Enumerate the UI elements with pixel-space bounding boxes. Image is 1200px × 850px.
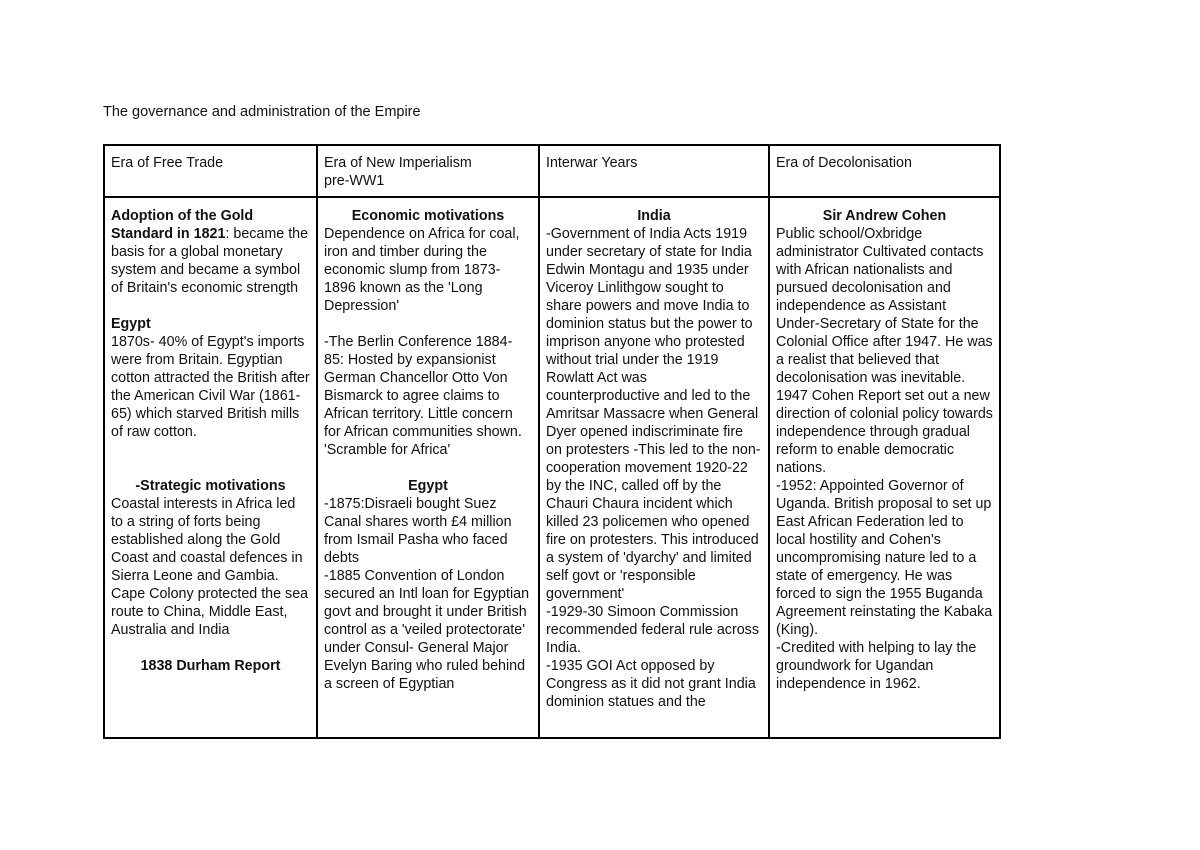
cohen-text: Public school/Oxbridge administrator Cultivated contacts with African nationalists and pursued decolonisation and independence as Assistant Under-Secretary of State for the Colonial Office after 1947. He was a realist that believed that decolonisation was inevitable. 1947 Cohen Report set out a new direction of colonial policy towards independence through gradual reform to enable democratic nations. [776, 226, 993, 476]
egypt-text: 1870s- 40% of Egypt's imports were from Britain. Egyptian cotton attracted the British after the American Civil War (1861-65) which starved British mills of raw cotton. [111, 334, 310, 440]
india-text: -Government of India Acts 1919 under secretary of state for India Edwin Montagu and 1935 under Viceroy Linlithgow sought to share powers and move India to dominion status but the power to imprison anyone who protested without trial under the 1919 Rowlatt Act was counterproductive and led to the Amritsar Massacre when General Dyer opened indiscriminate fire on protesters -This led to the non-cooperation movement 1920-22 by the INC, called off by the Chauri Chaura incident which killed 23 policemen who opened fire on protesters. This introduced a system of 'dyarchy' and limited self govt or 'responsible government' [546, 226, 761, 602]
header-label: Era of Decolonisation [776, 155, 912, 171]
gold-standard-text: : became the basis for a global monetary system and became a symbol of Britain's economic strength [111, 226, 309, 296]
gold-standard-paragraph [111, 207, 310, 297]
header-interwar-years [539, 145, 769, 197]
header-row [104, 145, 1000, 197]
credited-text: -Credited with helping to lay the groundwork for Ugandan independence in 1962. [776, 640, 977, 692]
gold-standard-heading: Adoption of the Gold Standard in 1821 [111, 208, 254, 242]
india-heading: India [637, 208, 671, 224]
content-row [104, 197, 1000, 738]
economic-heading: Economic motivations [351, 208, 505, 224]
header-label: Era of Free Trade [111, 155, 224, 171]
egypt-1875-text: -1875:Disraeli bought Suez Canal shares worth £4 million from Ismail Pasha who faced debts [324, 496, 512, 566]
cohen-heading: Sir Andrew Cohen [822, 208, 947, 224]
header-era-new-imperialism [317, 145, 539, 197]
cell-new-imperialism [317, 197, 539, 738]
cell-free-trade [104, 197, 317, 738]
durham-heading: 1838 Durham Report [140, 658, 281, 674]
egypt-heading: Egypt [408, 478, 448, 494]
economic-text: Dependence on Africa for coal, iron and timber during the economic slump from 1873-1896 known as the 'Long Depression' [324, 226, 520, 314]
strategic-heading: -Strategic motivations [135, 478, 286, 494]
header-era-free-trade [104, 145, 317, 197]
strategic-text: Coastal interests in Africa led to a string of forts being established along the Gold Coast and coastal defences in Sierra Leone and Gambia. Cape Colony protected the sea route to China, Middle East, Australia and India [111, 496, 309, 638]
goi-act-text: -1935 GOI Act opposed by Congress as it did not grant India dominion statues and the [546, 658, 756, 710]
header-label: Interwar Years [546, 155, 638, 171]
header-label: Era of New Imperialism [324, 155, 472, 171]
header-era-decolonisation [769, 145, 1000, 197]
cell-decolonisation [769, 197, 1000, 738]
uganda-text: -1952: Appointed Governor of Uganda. British proposal to set up East African Federation led to local hostility and Cohen's uncompromising nature led to a state of emergency. He was forced to sign the 1955 Buganda Agreement reinstating the Kabaka (King). [776, 478, 993, 638]
egypt-heading: Egypt [111, 316, 151, 332]
simon-commission-text: -1929-30 Simoon Commission recommended federal rule across India. [546, 604, 759, 656]
cell-interwar [539, 197, 769, 738]
header-sublabel: pre-WW1 [324, 173, 385, 189]
egypt-1885-text: -1885 Convention of London secured an Intl loan for Egyptian govt and brought it under British control as a 'veiled protectorate' under Consul- General Major Evelyn Baring who ruled behind a screen of Egyptian [324, 568, 530, 692]
governance-table [103, 144, 1001, 739]
berlin-text: -The Berlin Conference 1884-85: Hosted by expansionist German Chancellor Otto Von Bismarck to agree claims to African territory. Little concern for African communities shown. 'Scramble for Africa' [324, 334, 522, 458]
page-title: The governance and administration of the Empire [103, 104, 421, 120]
